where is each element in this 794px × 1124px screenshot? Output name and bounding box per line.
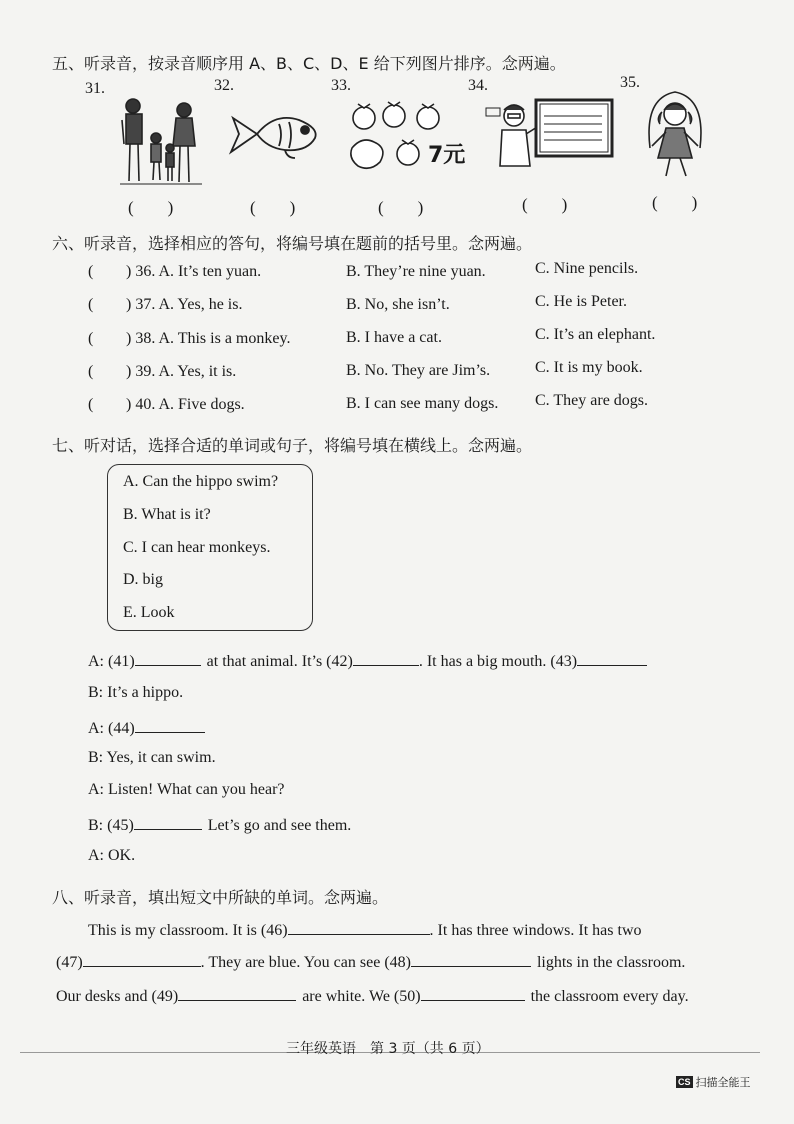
answer-paren-34[interactable]: ( )	[522, 195, 568, 214]
answer-paren-32[interactable]: ( )	[250, 198, 296, 217]
dialog-line-2: B: It’s a hippo.	[88, 684, 184, 701]
question-37-option-b: B. No, she isn’t.	[346, 296, 450, 313]
question-37-option-c: C. He is Peter.	[535, 293, 627, 310]
section-8-title: 八、听录音，填出短文中所缺的单词。念两遍。	[52, 888, 389, 907]
blank-44[interactable]	[135, 717, 205, 733]
blank-41[interactable]	[135, 650, 201, 666]
question-number-34: 34.	[468, 77, 488, 94]
section-7-title: 七、听对话，选择合适的单词或句子，将编号填在横线上。念两遍。	[52, 436, 533, 455]
passage-line-3: Our desks and (49) are white. We (50) the classroom every day.	[56, 985, 689, 1006]
word-bank-option-a: A. Can the hippo swim?	[123, 473, 279, 490]
question-number-35: 35.	[620, 74, 640, 91]
question-36-option-c: C. Nine pencils.	[535, 260, 639, 277]
dialog-line-3: A: (44)	[88, 717, 205, 738]
price-label: 7元	[428, 143, 466, 168]
fish-icon	[227, 106, 323, 162]
question-39-option-b: B. No. They are Jim’s.	[346, 362, 491, 379]
dialog-line-5: A: Listen! What can you hear?	[88, 781, 285, 798]
question-40-option-a: ) 40. A. Five dogs.	[126, 396, 245, 413]
answer-paren-37[interactable]: (	[88, 296, 94, 313]
answer-paren-35[interactable]: ( )	[652, 193, 698, 212]
dialog-line-6: B: (45) Let’s go and see them.	[88, 814, 351, 835]
question-40-option-c: C. They are dogs.	[535, 392, 649, 409]
girl-skipping-icon	[640, 88, 710, 184]
blank-46[interactable]	[288, 919, 430, 935]
question-number-33: 33.	[331, 77, 351, 94]
question-38-option-b: B. I have a cat.	[346, 329, 442, 346]
blank-45[interactable]	[134, 814, 202, 830]
question-37-option-a: ) 37. A. Yes, he is.	[126, 296, 243, 313]
answer-paren-36[interactable]: (	[88, 263, 94, 280]
blank-43[interactable]	[577, 650, 647, 666]
question-38-option-c: C. It’s an elephant.	[535, 326, 656, 343]
dialog-line-1: A: (41) at that animal. It’s (42) . It has a big mouth. (43)	[88, 650, 647, 671]
scanner-watermark	[676, 1074, 751, 1090]
answer-paren-40[interactable]: (	[88, 396, 94, 413]
section-5-title: 五、听录音，按录音顺序用 A、B、C、D、E 给下列图片排序。念两遍。	[52, 54, 566, 73]
page-footer: 三年级英语 第 3 页（共 6 页）	[286, 1041, 490, 1057]
word-bank-option-e: E. Look	[123, 604, 175, 621]
question-36-option-a: ) 36. A. It’s ten yuan.	[126, 263, 262, 280]
question-39-option-c: C. It is my book.	[535, 359, 643, 376]
question-38-option-a: ) 38. A. This is a monkey.	[126, 330, 291, 347]
answer-paren-31[interactable]: ( )	[128, 198, 174, 217]
question-40-option-b: B. I can see many dogs.	[346, 395, 499, 412]
scanner-label: 扫描全能王	[695, 1076, 751, 1089]
question-36-option-b: B. They’re nine yuan.	[346, 263, 486, 280]
answer-paren-39[interactable]: (	[88, 363, 94, 380]
section-6-title: 六、听录音，选择相应的答句，将编号填在题前的括号里。念两遍。	[52, 234, 533, 253]
blank-47[interactable]	[83, 951, 201, 967]
word-bank-option-c: C. I can hear monkeys.	[123, 539, 271, 556]
blank-48[interactable]	[411, 951, 531, 967]
word-bank-option-d: D. big	[123, 571, 163, 588]
dialog-line-7: A: OK.	[88, 847, 136, 864]
question-number-32: 32.	[214, 77, 234, 94]
blank-50[interactable]	[421, 985, 525, 1001]
passage-line-1: This is my classroom. It is (46) . It has three windows. It has two	[88, 919, 642, 940]
blank-42[interactable]	[353, 650, 419, 666]
dialog-line-4: B: Yes, it can swim.	[88, 749, 216, 766]
question-39-option-a: ) 39. A. Yes, it is.	[126, 363, 237, 380]
answer-paren-33[interactable]: ( )	[378, 198, 424, 217]
word-bank-option-b: B. What is it?	[123, 506, 211, 523]
blank-49[interactable]	[178, 985, 296, 1001]
teacher-icon	[484, 92, 616, 172]
family-icon	[118, 96, 204, 188]
scanner-logo-icon: CS	[678, 1077, 691, 1087]
answer-paren-38[interactable]: (	[88, 330, 94, 347]
question-number-31: 31.	[85, 80, 105, 97]
passage-line-2: (47) . They are blue. You can see (48) lights in the classroom.	[56, 951, 685, 972]
